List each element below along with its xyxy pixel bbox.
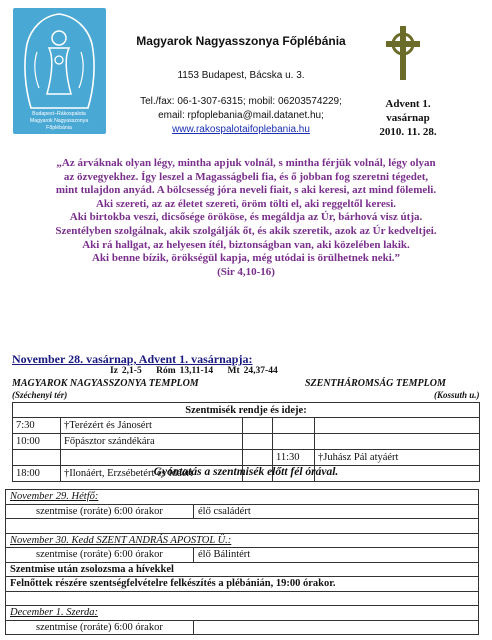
table-row (6, 620, 479, 635)
blank-row (6, 591, 479, 606)
reading-book: Mt (227, 366, 240, 376)
mass-time: 18:00 (13, 466, 61, 482)
parish-name: Magyarok Nagyasszonya Főplébánia (136, 34, 346, 48)
mass-time-2: 11:30 (273, 450, 315, 466)
celtic-cross-icon (383, 24, 423, 82)
mass-intention (61, 450, 243, 466)
church-left: MAGYAROK NAGYASSZONYA TEMPLOM (12, 378, 199, 389)
mass-intention-2 (315, 418, 480, 434)
logo-text-2: Magyarok Nagyasszonya (29, 118, 89, 124)
weekday-mass: szentmise (roráte) 6:00 órakor (6, 548, 194, 563)
readings (110, 366, 290, 376)
mass-time (13, 450, 61, 466)
quote-line: Aki benne bízik, örökségül kapja, még utódai is örülhetnek neki.” (91, 252, 401, 265)
table-row (6, 504, 479, 519)
mass-intention: Főpásztor szándékára (61, 434, 243, 450)
day-row (6, 533, 479, 548)
logo-text-3: Főplébánia (46, 125, 72, 131)
reading-ref: 2,1-5 (121, 366, 142, 376)
advent-date: 2010. 11. 28. (379, 126, 437, 138)
mass-intention-2: †Juhász Pál atyáért (315, 450, 480, 466)
mass-intention: †Ilonáért, Erzsébetért és Idáért (61, 466, 243, 482)
weekday-intention (194, 620, 479, 635)
reading-book: Iz (110, 366, 118, 376)
parish-logo (13, 8, 106, 134)
weekday-note: Szentmise után zsolozsma a hívekkel (6, 562, 479, 577)
day-heading: December 1. Szerda: (6, 606, 479, 621)
advent-day: vasárnap (386, 112, 430, 124)
mass-table-heading: Szentmisék rendje és ideje: (13, 403, 480, 418)
quote-line: Aki rá hallgat, az helyesen ítél, biztonságban van, aki közelében lakik. (82, 238, 410, 251)
quote-line: Aki birtokba veszi, dicsősége örököse, és megáldja az Úr, bárhová visz útja. (69, 211, 423, 224)
weekday-note: Felnőttek részére szentségfelvételre felkészítés a plébánián, 19:00 órakor. (6, 577, 479, 592)
church-right-location: (Kossuth u.) (434, 390, 480, 400)
day-row (6, 490, 479, 505)
table-row (6, 562, 479, 577)
email-line: email: rpfoplebania@mail.datanet.hu; (158, 110, 324, 121)
mass-time-2 (273, 434, 315, 450)
quote-line: az özvegyekhez. Így leszel a Magasságbeli fia, és ő jobban fog szeretni tégedet, (63, 170, 429, 183)
quote-line: Szentélyben szolgálnak, akik szolgálják őt, és akik szeretik, azok az Úr kedveltjei. (55, 224, 437, 237)
church-left-location: (Széchenyi tér) (12, 390, 68, 400)
day-heading: November 29. Hétfő: (6, 490, 479, 505)
advent-label: Advent 1. (385, 98, 431, 110)
sunday-title: November 28. vasárnap, Advent 1. vasárnapja: (12, 352, 253, 366)
phone-line: Tel./fax: 06-1-307-6315; mobil: 06203574229; (140, 96, 342, 107)
table-row (13, 434, 480, 450)
quote-line: mint tulajdon anyád. A bölcsesség jóra neveli fiait, s aki keresi, azt mind fölemeli. (55, 184, 437, 197)
quote-source: (Sir 4,10-16) (217, 265, 275, 278)
quote-line: „Az árváknak olyan légy, mintha apjuk volnál, s mintha férjük volnál, légy olyan (56, 157, 436, 169)
website-link[interactable]: www.rakospalotaifoplebania.hu (172, 124, 310, 135)
table-row (13, 418, 480, 434)
church-right: SZENTHÁROMSÁG TEMPLOM (305, 378, 446, 389)
reading-book: Róm (156, 366, 176, 376)
day-heading: November 30. Kedd SZENT ANDRÁS APOSTOL Ü.: (6, 533, 479, 548)
blank-row (6, 519, 479, 534)
weekday-mass: szentmise (roráte) 6:00 órakor (6, 620, 194, 635)
reading-ref: 13,11-14 (179, 366, 214, 376)
logo-text-1: Budapest–Rákospalota (32, 111, 86, 117)
table-row (13, 450, 480, 466)
weekday-schedule-table (5, 489, 479, 635)
quote-line: Aki szereti, az az életet szereti, öröm tölti el, aki reggeltől keresi. (95, 197, 397, 210)
table-row (6, 548, 479, 563)
weekday-intention: élő családért (194, 504, 479, 519)
weekday-mass: szentmise (roráte) 6:00 órakor (6, 504, 194, 519)
confession-note: Gyóntatás a szentmisék előtt fél órával. (153, 466, 339, 478)
mass-time: 10:00 (13, 434, 61, 450)
address: 1153 Budapest, Bácska u. 3. (177, 70, 305, 81)
day-row (6, 606, 479, 621)
table-row (6, 577, 479, 592)
reading-ref: 24,37-44 (243, 366, 278, 376)
weekday-intention: élő Bálintért (194, 548, 479, 563)
mass-intention: †Terézért és Jánosért (61, 418, 243, 434)
mass-time-2 (273, 418, 315, 434)
mass-time: 7:30 (13, 418, 61, 434)
mass-intention-2 (315, 434, 480, 450)
scripture-quote (10, 157, 482, 279)
